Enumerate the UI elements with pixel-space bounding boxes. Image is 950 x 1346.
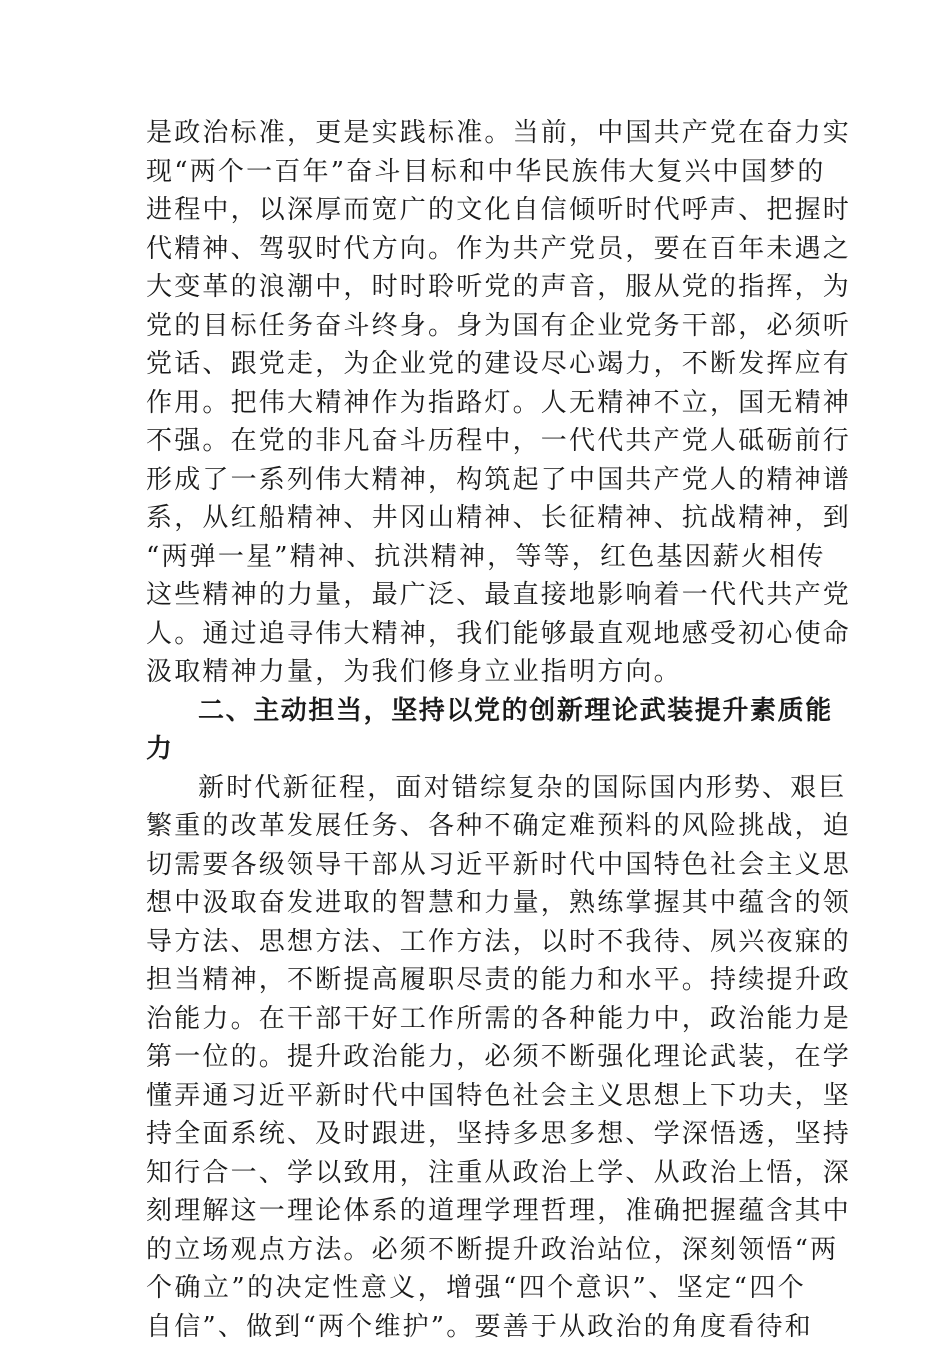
paragraph-political-standard (146, 114, 806, 692)
text-line: 第一位的。提升政治能力，必须不断强化理论武装，在学 (146, 1038, 806, 1077)
paragraph-new-era (146, 769, 806, 1346)
text-line: 党的目标任务奋斗终身。身为国有企业党务干部，必须听 (146, 307, 806, 346)
text-line: 人。通过追寻伟大精神，我们能够最直观地感受初心使命 (146, 615, 806, 654)
text-line: 的立场观点方法。必须不断提升政治站位，深刻领悟“两 (146, 1231, 806, 1270)
text-line: 持全面系统、及时跟进，坚持多思多想、学深悟透，坚持 (146, 1115, 806, 1154)
text-line: 代精神、驾驭时代方向。作为共产党员，要在百年未遇之 (146, 230, 806, 269)
text-line: 这些精神的力量，最广泛、最直接地影响着一代代共产党 (146, 576, 806, 615)
text-line: 党话、跟党走，为企业党的建设尽心竭力，不断发挥应有 (146, 345, 806, 384)
text-line: 大变革的浪潮中，时时聆听党的声音，服从党的指挥，为 (146, 268, 806, 307)
text-line: 形成了一系列伟大精神，构筑起了中国共产党人的精神谱 (146, 461, 806, 500)
text-line: 个确立”的决定性意义，增强“四个意识”、坚定“四个 (146, 1269, 806, 1308)
text-line: 切需要各级领导干部从习近平新时代中国特色社会主义思 (146, 846, 806, 885)
text-line: 繁重的改革发展任务、各种不确定难预料的风险挑战，迫 (146, 807, 806, 846)
section-heading-two (146, 692, 806, 769)
text-line: 导方法、思想方法、工作方法，以时不我待、夙兴夜寐的 (146, 923, 806, 962)
text-line: 自信”、做到“两个维护”。要善于从政治的角度看待和 (146, 1308, 806, 1346)
text-line: 现“两个一百年”奋斗目标和中华民族伟大复兴中国梦的 (146, 153, 806, 192)
text-line: 进程中，以深厚而宽广的文化自信倾听时代呼声、把握时 (146, 191, 806, 230)
text-line: 想中汲取奋发进取的智慧和力量，熟练掌握其中蕴含的领 (146, 884, 806, 923)
text-line: 担当精神，不断提高履职尽责的能力和水平。持续提升政 (146, 961, 806, 1000)
text-line: 是政治标准，更是实践标准。当前，中国共产党在奋力实 (146, 114, 806, 153)
document-body (146, 114, 806, 1346)
text-line: 汲取精神力量，为我们修身立业指明方向。 (146, 653, 806, 692)
heading-line: 二、主动担当，坚持以党的创新理论武装提升素质能 (146, 692, 806, 731)
text-line: 不强。在党的非凡奋斗历程中，一代代共产党人砥砺前行 (146, 422, 806, 461)
text-line: 新时代新征程，面对错综复杂的国际国内形势、艰巨 (146, 769, 806, 808)
text-line: 懂弄通习近平新时代中国特色社会主义思想上下功夫，坚 (146, 1077, 806, 1116)
text-line: 系，从红船精神、井冈山精神、长征精神、抗战精神，到 (146, 499, 806, 538)
text-line: 作用。把伟大精神作为指路灯。人无精神不立，国无精神 (146, 384, 806, 423)
text-line: 知行合一、学以致用，注重从政治上学、从政治上悟，深 (146, 1154, 806, 1193)
text-line: 刻理解这一理论体系的道理学理哲理，准确把握蕴含其中 (146, 1192, 806, 1231)
text-line: 治能力。在干部干好工作所需的各种能力中，政治能力是 (146, 1000, 806, 1039)
text-line: “两弹一星”精神、抗洪精神，等等，红色基因薪火相传 (146, 538, 806, 577)
heading-line: 力 (146, 730, 806, 769)
